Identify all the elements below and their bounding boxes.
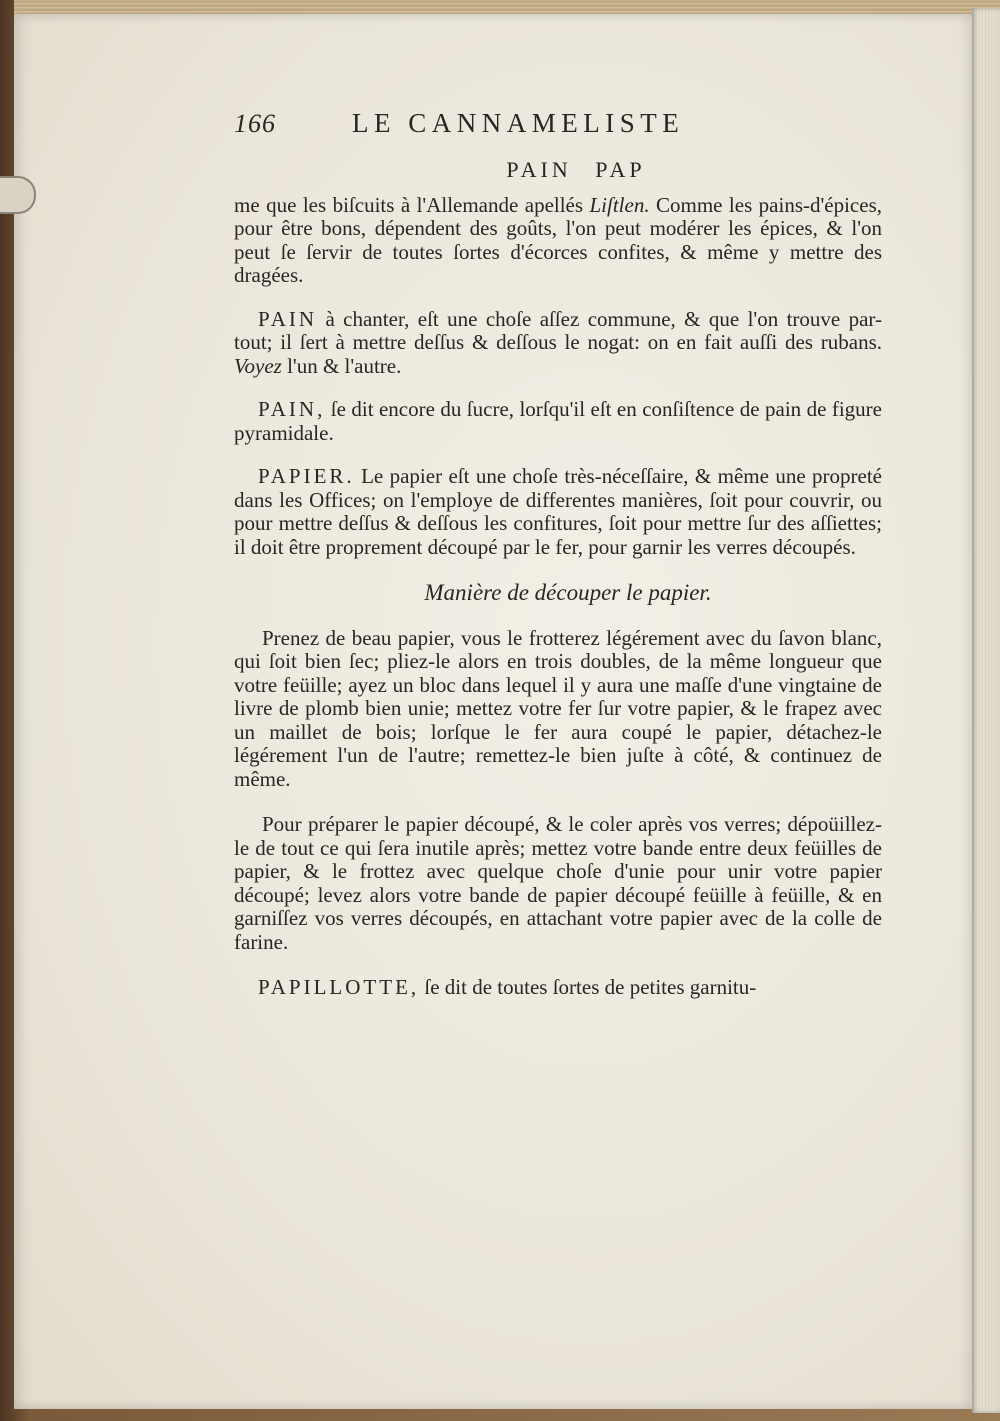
- text-run: l'un & l'autre.: [281, 353, 402, 378]
- text-run: Le papier eſt une choſe très-néceſſaire, & même une propreté dans les Offices; on l'employe de differentes manières, ſoit pour couvrir, ou pour mettre deſſus & deſſous les confitures, ſoit pour mettre ſur des aſſiettes; il doit être proprement découpé par le fer, pour garnir les verres découpés.: [234, 464, 882, 559]
- entry-pain: [234, 398, 882, 445]
- text-run: à chanter, eſt une choſe aſſez commune, & que l'on trouve par-tout; il ſert à mettre deſſus & deſſous le nogat: on en fait auſſi des rubans.: [234, 306, 882, 354]
- entry-headword: PAPILLOTTE,: [258, 975, 420, 999]
- page-number: 166: [234, 109, 276, 138]
- entry-headword: PAPIER.: [258, 464, 355, 488]
- italic-term: Liſtlen.: [589, 192, 650, 217]
- right-page-edges: [972, 8, 1000, 1413]
- text-run: Comme les pains-d'épices, pour être bons, dépendent des goûts, l'on peut modérer les épices, & l'on peut ſe ſervir de toutes ſortes d'écorces confites, & même y mettre des dragées.: [234, 192, 882, 287]
- page-header: [234, 108, 882, 146]
- entry-papier: [234, 465, 882, 559]
- text-run: ſe dit encore du ſucre, lorſqu'il eſt en conſiſtence de pain de figure pyramidale.: [234, 397, 882, 445]
- entry-headword: PAIN: [258, 306, 318, 331]
- entry-pain-a-chanter: [234, 308, 882, 379]
- catchwords: PAIN PAP: [506, 157, 646, 182]
- section-title: Manière de découper le papier.: [424, 580, 712, 605]
- page-text: [234, 108, 882, 1000]
- bookmark-tab: [0, 176, 36, 214]
- paragraph-continuation: [234, 194, 882, 288]
- paragraph-preparation: Pour préparer le papier découpé, & le coler après vos verres; dépoüillez-le de tout ce qui ſera inutile après; mettez votre bande entre deux feüilles de papier, & le frottez avec quelque choſe d'unie pour unir votre papier découpé; levez alors votre bande de papier découpé feüille à feüille, & en garniſſez vos verres découpés, en attachant votre papier avec de la colle de farine.: [234, 812, 882, 954]
- paragraph-instructions: Prenez de beau papier, vous le frotterez légérement avec du ſavon blanc, qui ſoit bien ſec; pliez-le alors en trois doubles, de la même longueur que votre feüille; ayez un bloc dans lequel il y aura une maſſe d'une vingtaine de livre de plomb bien unie; mettez votre fer ſur votre papier, & le frapez avec un maillet de bois; lorſque le fer aura coupé le papier, détachez-le légérement l'un de l'autre; remettez-le bien juſte à côté, & continuez de même.: [234, 625, 882, 791]
- entry-headword: PAIN,: [258, 397, 326, 421]
- italic-term: Voyez: [234, 353, 282, 378]
- running-title: LE CANNAMELISTE: [352, 108, 685, 138]
- entry-papillotte: [234, 976, 882, 1000]
- text-run: me que les biſcuits à l'Allemande apellés: [234, 192, 590, 217]
- text-run: ſe dit de toutes ſortes de petites garnitu-: [419, 975, 757, 999]
